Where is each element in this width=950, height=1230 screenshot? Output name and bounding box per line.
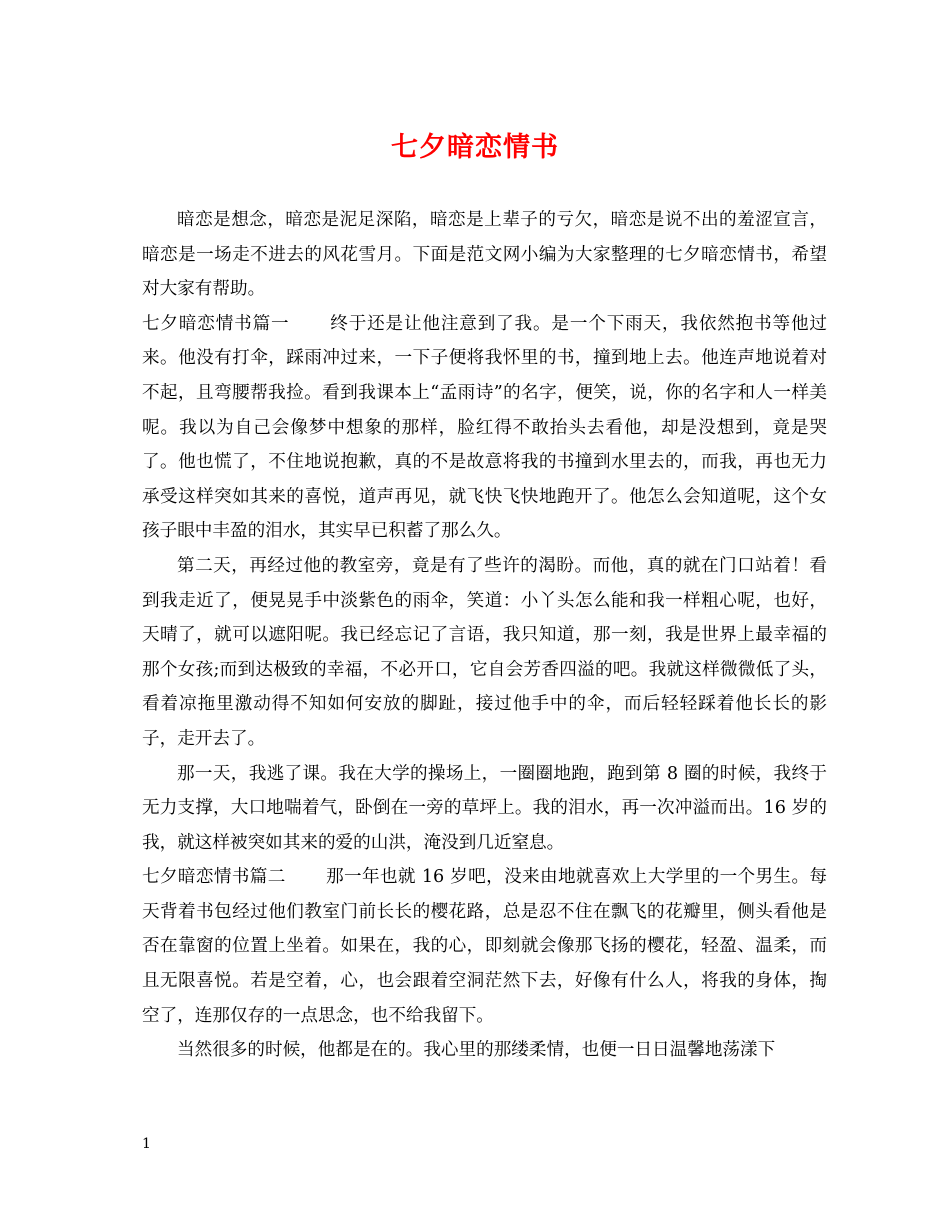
section-two-paragraph-2: 当然很多的时候，他都是在的。我心里的那缕柔情，也便一日日温馨地荡漾下 xyxy=(177,1040,776,1061)
section-one-heading: 七夕暗恋情书篇一 xyxy=(142,313,290,334)
page-number: 1 xyxy=(142,1136,151,1152)
section-two-paragraph xyxy=(142,860,827,1033)
section-one-text: 终于还是让他注意到了我。是一个下雨天，我依然抱书等他过来。他没有打伞，踩雨冲过来，一下子便将我怀里的书，撞到地上去。他连声地说着对不起，且弯腰帮我捡。看到我课本上“孟雨诗”的名字，便笑，说，你的名字和人一样美呢。我以为自己会像梦中想象的那样，脸红得不敢抬头去看他，却是没想到，竟是哭了。他也慌了，不住地说抱歉，真的不是故意将我的书撞到水里去的，而我，再也无力承受这样突如其来的喜悦，道声再见，就飞快飞快地跑开了。他怎么会知道呢，这个女孩子眼中丰盈的泪水，其实早已积蓄了那么久。 xyxy=(142,313,827,542)
section-two-text: 那一年也就 16 岁吧，没来由地就喜欢上大学里的一个男生。每天背着书包经过他们教室门前长长的樱花路，总是忍不住在飘飞的花瓣里，侧头看他是否在靠窗的位置上坐着。如果在，我的心，即刻就会像那飞扬的樱花，轻盈、温柔，而且无限喜悦。若是空着，心，也会跟着空洞茫然下去，好像有什么人，将我的身体，掏空了，连那仅存的一点思念，也不给我留下。 xyxy=(142,867,827,1026)
section-one-paragraph xyxy=(142,307,827,549)
page-title: 七夕暗恋情书 xyxy=(391,132,559,163)
intro-paragraph: 暗恋是想念，暗恋是泥足深陷，暗恋是上辈子的亏欠，暗恋是说不出的羞涩宣言，暗恋是一场走不进去的风花雪月。下面是范文网小编为大家整理的七夕暗恋情书，希望对大家有帮助。 xyxy=(142,210,827,300)
section-one-paragraph-2: 第二天，再经过他的教室旁，竟是有了些许的渴盼。而他，真的就在门口站着！看到我走近了，便晃晃手中淡紫色的雨伞，笑道：小丫头怎么能和我一样粗心呢，也好，天晴了，就可以遮阳呢。我已经忘记了言语，我只知道，那一刻，我是世界上最幸福的那个女孩;而到达极致的幸福，不必开口，它自会芳香四溢的吧。我就这样微微低了头，看着凉拖里激动得不知如何安放的脚趾，接过他手中的伞，而后轻轻踩着他长长的影子，走开去了。 xyxy=(142,555,827,749)
section-two-heading: 七夕暗恋情书篇二 xyxy=(142,867,286,888)
section-one-paragraph-3: 那一天，我逃了课。我在大学的操场上，一圈圈地跑，跑到第 8 圈的时候，我终于无力支撑，大口地喘着气，卧倒在一旁的草坪上。我的泪水，再一次冲溢而出。16 岁的我，就这样被突如其来的爱的山洪，淹没到几近窒息。 xyxy=(142,763,827,853)
article-body xyxy=(142,203,827,1068)
